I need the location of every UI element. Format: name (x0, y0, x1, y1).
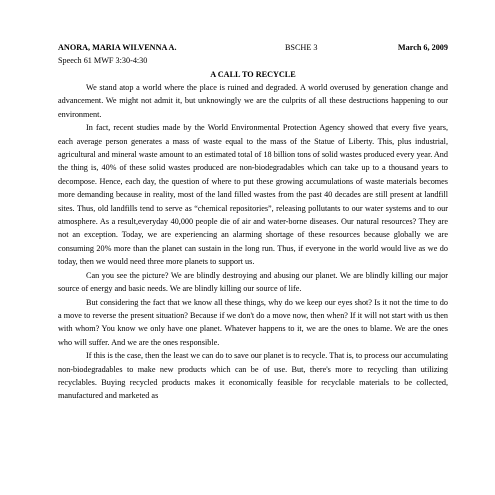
paragraph: But considering the fact that we know all these things, why do we keep our eyes shot? Is it not the time to do a move to reverse the present situation? Because if we don't do a move now, then when? If it will not start with us then with whom? You know we only have one planet. Whatever happens to it, we are the ones to blame. We are the ones who will suffer. And we are the ones responsible. (58, 297, 448, 347)
document-date: March 6, 2009 (397, 43, 448, 52)
paragraph: In fact, recent studies made by the World Environmental Protection Agency showed that every five years, each average person generates a mass of waste equal to the mass of the Statue of Liberty. This, plus industrial, agricultural and mineral waste amount to an estimated total of 18 billion tons of solid wastes produced every year. And the thing is, 40% of these solid wastes produced are non-biodegradables which can take up to a thousand years to decompose. Hence, each day, the question of where to put these growing accumulations of waste materials becomes more demanding because in reality, most of the land filled wastes from the past 40 decades are still present at landfill sites. Thus, old landfills tend to serve as “chemical repositories”, releasing pollutants to our water systems and to our atmosphere. As a result,everyday 40,000 people die of air and water-borne diseases. Our natural resources? They are not an exception. Today, we are experiencing an alarming shortage of these resources because globally we are consuming 20% more than the planet can sustain in the long run. Thus, if everyone in the world would live as we do today, then we would need three more planets to support us. (58, 123, 448, 267)
course-code: BSCHE 3 (284, 43, 318, 52)
essay-body (58, 81, 448, 403)
paragraph: If this is the case, then the least we can do to save our planet is to recycle. That is, to process our accumulating non-biodegradables to make new products which can be of use. But, there's more to recycling than utilizing recyclables. Buying recycled products makes it economically feasible for recyclable materials to be collected, manufactured and marketed as (58, 351, 448, 401)
paragraph: Can you see the picture? We are blindly destroying and abusing our planet. We are blindly killing our major source of energy and basic needs. We are blindly killing our source of life. (58, 270, 448, 294)
class-schedule: Speech 61 MWF 3:30-4:30 (58, 56, 148, 65)
essay-title: A CALL TO RECYCLE (210, 70, 296, 79)
student-name: ANORA, MARIA WILVENNA A. (58, 43, 177, 52)
paragraph: We stand atop a world where the place is ruined and degraded. A world overused by generation change and advancement. We might not admit it, but unknowingly we are the culprits of all these destructions happening to our environment. (58, 83, 448, 119)
document-header (58, 42, 448, 53)
